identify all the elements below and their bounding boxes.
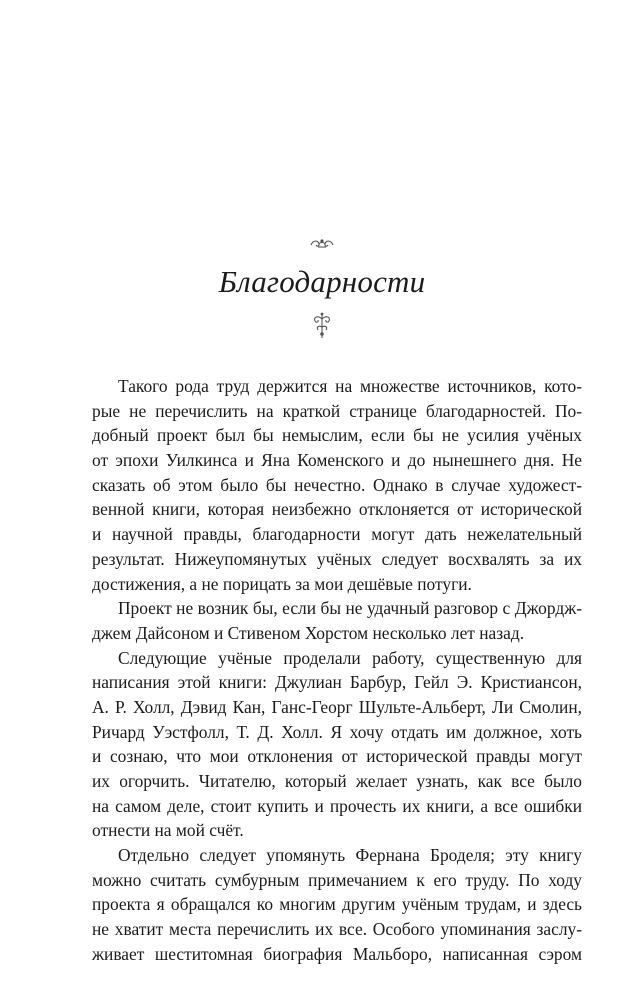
text-line: рые не перечислить на краткой странице благодарностей. По-: [92, 400, 582, 421]
text-line: результат. Нижеупомянутых учёных следует восхвалять за их: [92, 548, 582, 569]
text-line: написания этой книги: Джулиан Барбур, Гейл Э. Кристиансон,: [92, 672, 582, 693]
text-line: Отдельно следует упомянуть Фернана Броделя; эту книгу: [118, 845, 582, 866]
text-line: проекта я обращался ко многим другим учёным трудам, и здесь: [92, 894, 582, 915]
text-line: венной книги, которая неизбежно отклоняется от исторической: [92, 499, 582, 520]
text-line: Следующие учёные проделали работу, существенную для: [118, 647, 582, 668]
text-line: добный проект был бы немыслим, если бы не усилия учёных: [92, 425, 582, 446]
text-line: Ричард Уэстфолл, Т. Д. Холл. Я хочу отдать им должное, хоть: [92, 721, 582, 742]
text-line: и научной правды, благодарности могут дать нежелательный: [92, 524, 582, 545]
top-ornament-icon: [0, 236, 644, 250]
text-line: Такого рода труд держится на множестве источников, кото-: [118, 376, 582, 396]
text-line: достижения, а не порицать за мои дешёвые потуги.: [92, 573, 472, 594]
bottom-ornament-icon: [0, 311, 644, 341]
text-line: их огорчить. Читателю, который желает узнать, как все было: [92, 771, 582, 791]
text-line: и сознаю, что мои отклонения от исторической правды могут: [92, 746, 582, 767]
text-line: Проект не возник бы, если бы не удачный разговор с Джордж-: [118, 598, 582, 619]
body-text: [92, 374, 582, 967]
fleuron-bottom-icon: [307, 311, 337, 341]
text-line: сказать об этом было бы нечестно. Однако в случае художест-: [92, 474, 582, 495]
text-line: на самом деле, стоит купить и прочесть их книги, а все ошибки: [92, 795, 582, 816]
text-line: не хватит места перечислить их все. Особого упоминания заслу-: [92, 919, 582, 940]
chapter-title: Благодарности: [218, 264, 426, 299]
text-line: А. Р. Холл, Дэвид Кан, Ганс-Георг Шульте-Альберт, Ли Смолин,: [92, 696, 582, 717]
text-line: отнести на мой счёт.: [92, 820, 244, 841]
fleuron-top-icon: [307, 236, 337, 250]
text-line: можно считать сумбурным примечанием к его труду. По ходу: [92, 869, 582, 890]
text-line: живает шеститомная биография Мальборо, написанная сэром: [92, 943, 582, 964]
text-line: джем Дайсоном и Стивеном Хорстом несколько лет назад.: [92, 622, 525, 643]
text-line: от эпохи Уилкинса и Яна Коменского и до нынешнего дня. Не: [92, 450, 582, 471]
